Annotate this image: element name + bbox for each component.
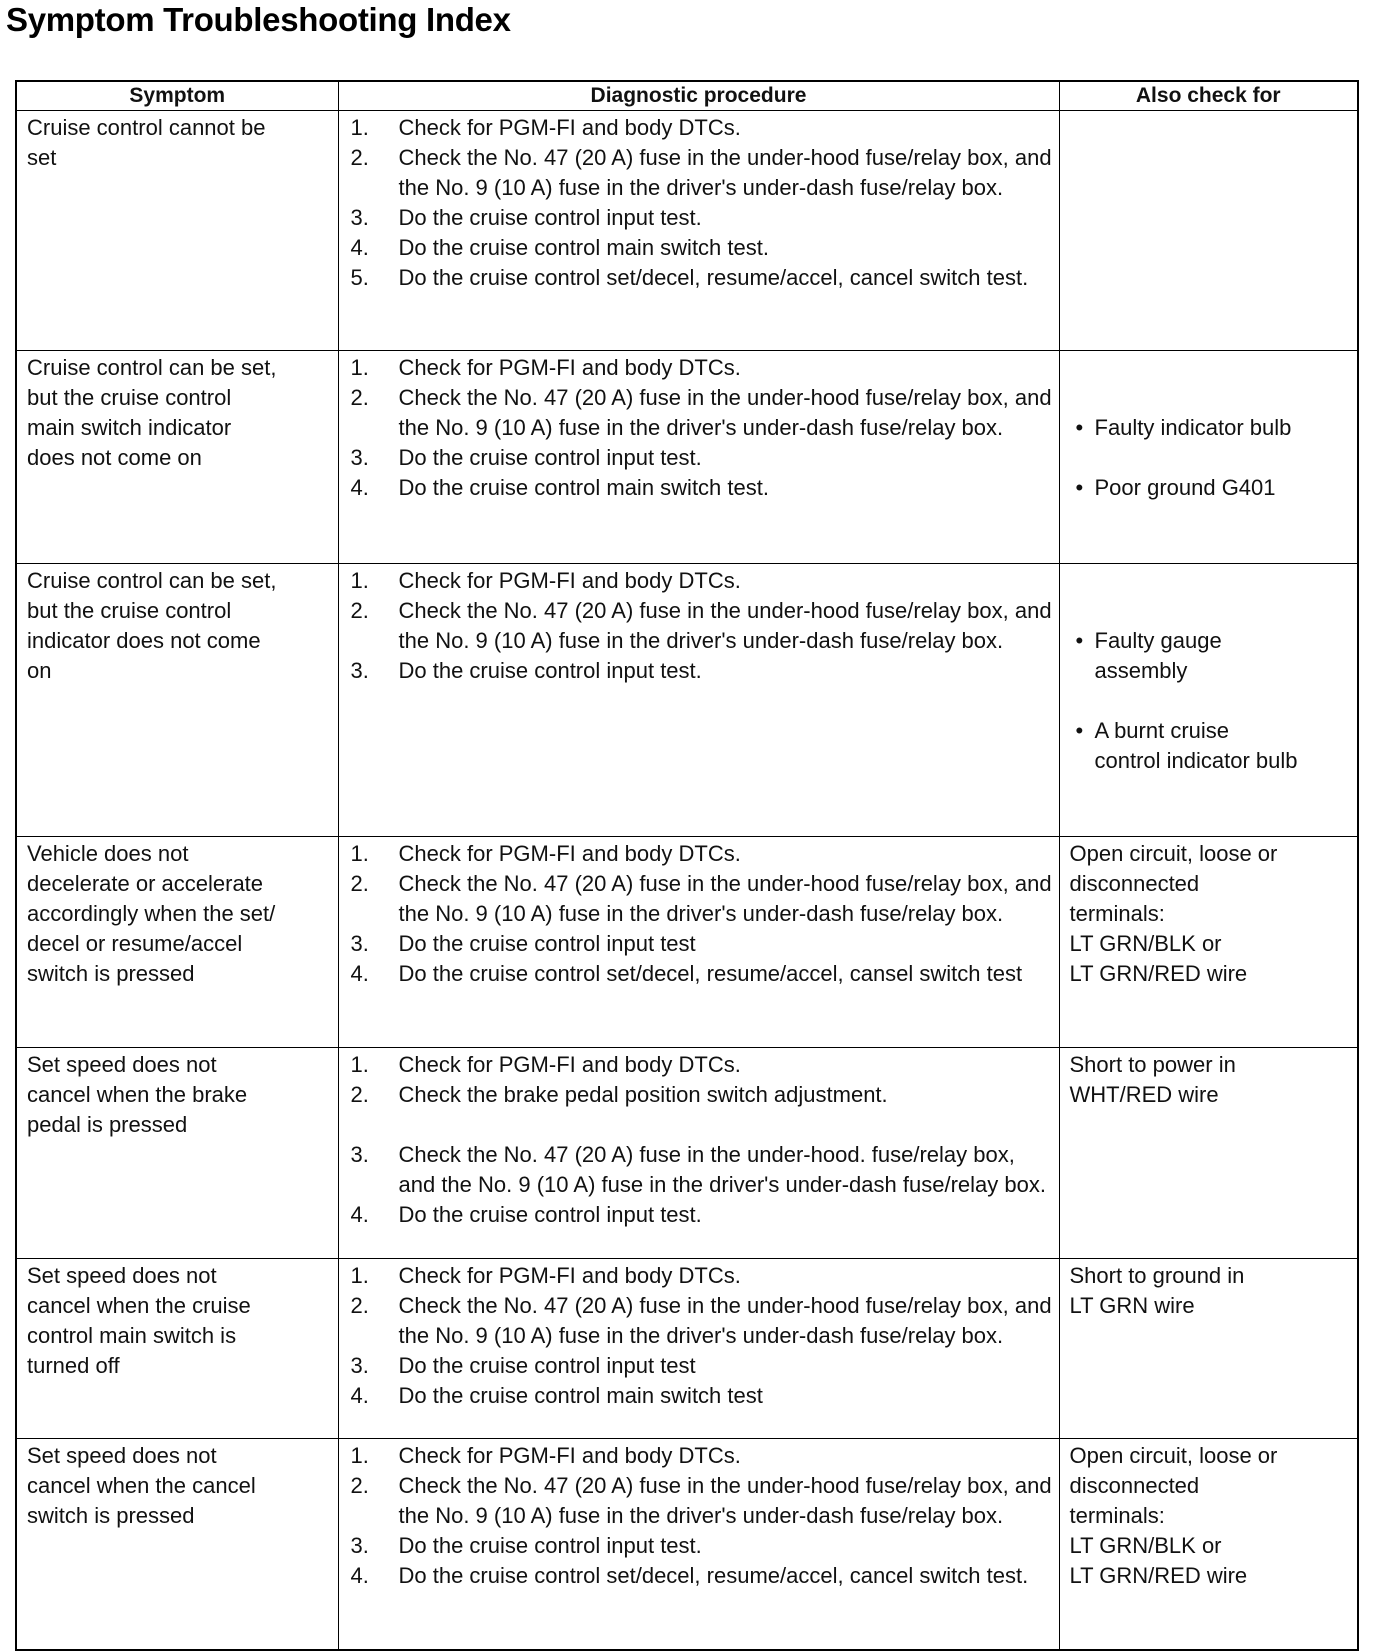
step-text: Do the cruise control set/decel, resume/accel, cancel switch test. [398,1563,1029,1588]
table-row [16,111,1358,351]
step-text: Check for PGM-FI and body DTCs. [398,115,741,140]
procedure-step [351,566,1053,596]
procedure-step [351,1140,1053,1200]
also-check-cell: Open circuit, loose or disconnected terminals: LT GRN/BLK or LT GRN/RED wire [1059,1439,1358,1650]
step-number: 2. [350,1082,369,1107]
step-text: Check the No. 47 (20 A) fuse in the under-hood fuse/relay box, and the No. 9 (10 A) fuse in the driver's under-dash fuse/relay box. [398,871,1052,926]
step-number: 4. [350,961,369,986]
step-number: 1. [350,1443,369,1468]
page-title: Symptom Troubleshooting Index [6,1,511,38]
step-text: Check the No. 47 (20 A) fuse in the under-hood fuse/relay box, and the No. 9 (10 A) fuse in the driver's under-dash fuse/relay box. [398,385,1052,440]
step-number: 1. [350,355,369,380]
step-number: 2. [350,598,369,623]
step-text: Check the No. 47 (20 A) fuse in the under-hood fuse/relay box, and the No. 9 (10 A) fuse in the driver's under-dash fuse/relay box. [398,1473,1052,1528]
step-number: 1. [350,568,369,593]
step-number: 4. [350,1202,369,1227]
troubleshooting-table [15,80,1359,1651]
step-number: 4. [350,1383,369,1408]
procedure-step [351,1200,1053,1230]
procedure-step [351,353,1053,383]
symptom-cell: Set speed does not cancel when the cruise control main switch is turned off [16,1259,338,1439]
procedure-step [351,1261,1053,1291]
header-diagnostic-procedure: Diagnostic procedure [338,81,1059,111]
step-number: 2. [350,871,369,896]
table-row [16,837,1358,1048]
procedure-cell [338,111,1059,351]
symptom-cell: Cruise control cannot be set [16,111,338,351]
header-also-check-for: Also check for [1059,81,1358,111]
step-text: Do the cruise control input test. [398,658,702,683]
check-item: • Poor ground G401 [1070,473,1354,503]
procedure-step [351,1471,1053,1531]
also-check-cell [1059,351,1358,564]
step-number: 2. [350,385,369,410]
step-text: Check for PGM-FI and body DTCs. [398,1052,741,1077]
procedure-cell [338,837,1059,1048]
step-number: 3. [350,1353,369,1378]
procedure-step [351,1291,1053,1351]
step-text: Do the cruise control input test. [398,1202,702,1227]
procedure-step [351,473,1053,503]
procedure-step [351,383,1053,443]
step-number: 3. [350,658,369,683]
step-text: Check for PGM-FI and body DTCs. [398,568,741,593]
procedure-step [351,656,1053,686]
step-number: 2. [350,145,369,170]
also-check-cell [1059,111,1358,351]
procedure-step [351,1561,1053,1591]
step-text: Check the No. 47 (20 A) fuse in the under-hood. fuse/relay box, and the No. 9 (10 A) fuse in the driver's under-dash fuse/relay box. [398,1142,1046,1197]
procedure-step [351,596,1053,656]
step-text: Do the cruise control input test [398,1353,696,1378]
step-number: 2. [350,1473,369,1498]
procedure-step [351,1351,1053,1381]
procedure-step [351,1381,1053,1411]
procedure-step [351,233,1053,263]
procedure-step [351,113,1053,143]
step-text: Check for PGM-FI and body DTCs. [398,1263,741,1288]
check-item: • Faulty gauge assembly [1070,626,1354,686]
step-text: Check for PGM-FI and body DTCs. [398,355,741,380]
also-check-cell: Open circuit, loose or disconnected terminals: LT GRN/BLK or LT GRN/RED wire [1059,837,1358,1048]
table-row [16,1259,1358,1439]
procedure-step [351,263,1053,293]
symptom-cell: Cruise control can be set, but the cruise control indicator does not come on [16,564,338,837]
procedure-cell [338,351,1059,564]
symptom-cell: Set speed does not cancel when the brake pedal is pressed [16,1048,338,1259]
step-text: Do the cruise control main switch test. [398,475,769,500]
step-text: Do the cruise control set/decel, resume/accel, cancel switch test. [398,265,1029,290]
step-number: 5. [350,265,369,290]
step-number: 3. [350,931,369,956]
procedure-step [351,1531,1053,1561]
step-text: Check the No. 47 (20 A) fuse in the under-hood fuse/relay box, and the No. 9 (10 A) fuse in the driver's under-dash fuse/relay box. [398,598,1052,653]
procedure-step [351,869,1053,929]
procedure-cell [338,564,1059,837]
also-check-cell: Short to ground in LT GRN wire [1059,1259,1358,1439]
step-number: 3. [350,1533,369,1558]
step-text: Do the cruise control input test. [398,205,702,230]
step-number: 1. [350,1263,369,1288]
step-number: 4. [350,235,369,260]
procedure-step [351,959,1053,989]
step-number: 4. [350,475,369,500]
step-number: 3. [350,445,369,470]
step-text: Do the cruise control input test. [398,1533,702,1558]
step-number: 3. [350,205,369,230]
also-check-cell: Short to power in WHT/RED wire [1059,1048,1358,1259]
procedure-cell [338,1048,1059,1259]
header-row [16,81,1358,111]
symptom-cell: Cruise control can be set, but the cruise control main switch indicator does not come on [16,351,338,564]
header-symptom: Symptom [16,81,338,111]
check-item: • A burnt cruise control indicator bulb [1070,716,1354,776]
table-row [16,564,1358,837]
step-text: Check the No. 47 (20 A) fuse in the under-hood fuse/relay box, and the No. 9 (10 A) fuse in the driver's under-dash fuse/relay box. [398,1293,1052,1348]
procedure-step [351,929,1053,959]
procedure-step [351,839,1053,869]
procedure-step [351,443,1053,473]
step-number: 2. [350,1293,369,1318]
procedure-step [351,1441,1053,1471]
table-row [16,351,1358,564]
step-text: Do the cruise control main switch test. [398,235,769,260]
step-text: Check for PGM-FI and body DTCs. [398,841,741,866]
also-check-cell [1059,564,1358,837]
step-text: Check the No. 47 (20 A) fuse in the under-hood fuse/relay box, and the No. 9 (10 A) fuse in the driver's under-dash fuse/relay box. [398,145,1052,200]
step-text: Do the cruise control set/decel, resume/accel, cansel switch test [398,961,1023,986]
step-number: 1. [350,841,369,866]
step-text: Check for PGM-FI and body DTCs. [398,1443,741,1468]
step-number: 4. [350,1563,369,1588]
procedure-cell [338,1259,1059,1439]
table-row [16,1439,1358,1650]
procedure-step [351,203,1053,233]
procedure-step [351,1080,1053,1110]
step-text: Do the cruise control input test. [398,445,702,470]
procedure-step [351,143,1053,203]
symptom-cell: Set speed does not cancel when the cancel switch is pressed [16,1439,338,1650]
step-text: Do the cruise control input test [398,931,696,956]
step-number: 3. [350,1142,369,1167]
procedure-cell [338,1439,1059,1650]
procedure-step [351,1050,1053,1080]
step-number: 1. [350,115,369,140]
symptom-cell: Vehicle does not decelerate or accelerate accordingly when the set/ decel or resume/accel switch is pressed [16,837,338,1048]
check-item: • Faulty indicator bulb [1070,413,1354,443]
step-text: Check the brake pedal position switch adjustment. [398,1082,888,1107]
table-row [16,1048,1358,1259]
step-number: 1. [350,1052,369,1077]
step-text: Do the cruise control main switch test [398,1383,763,1408]
